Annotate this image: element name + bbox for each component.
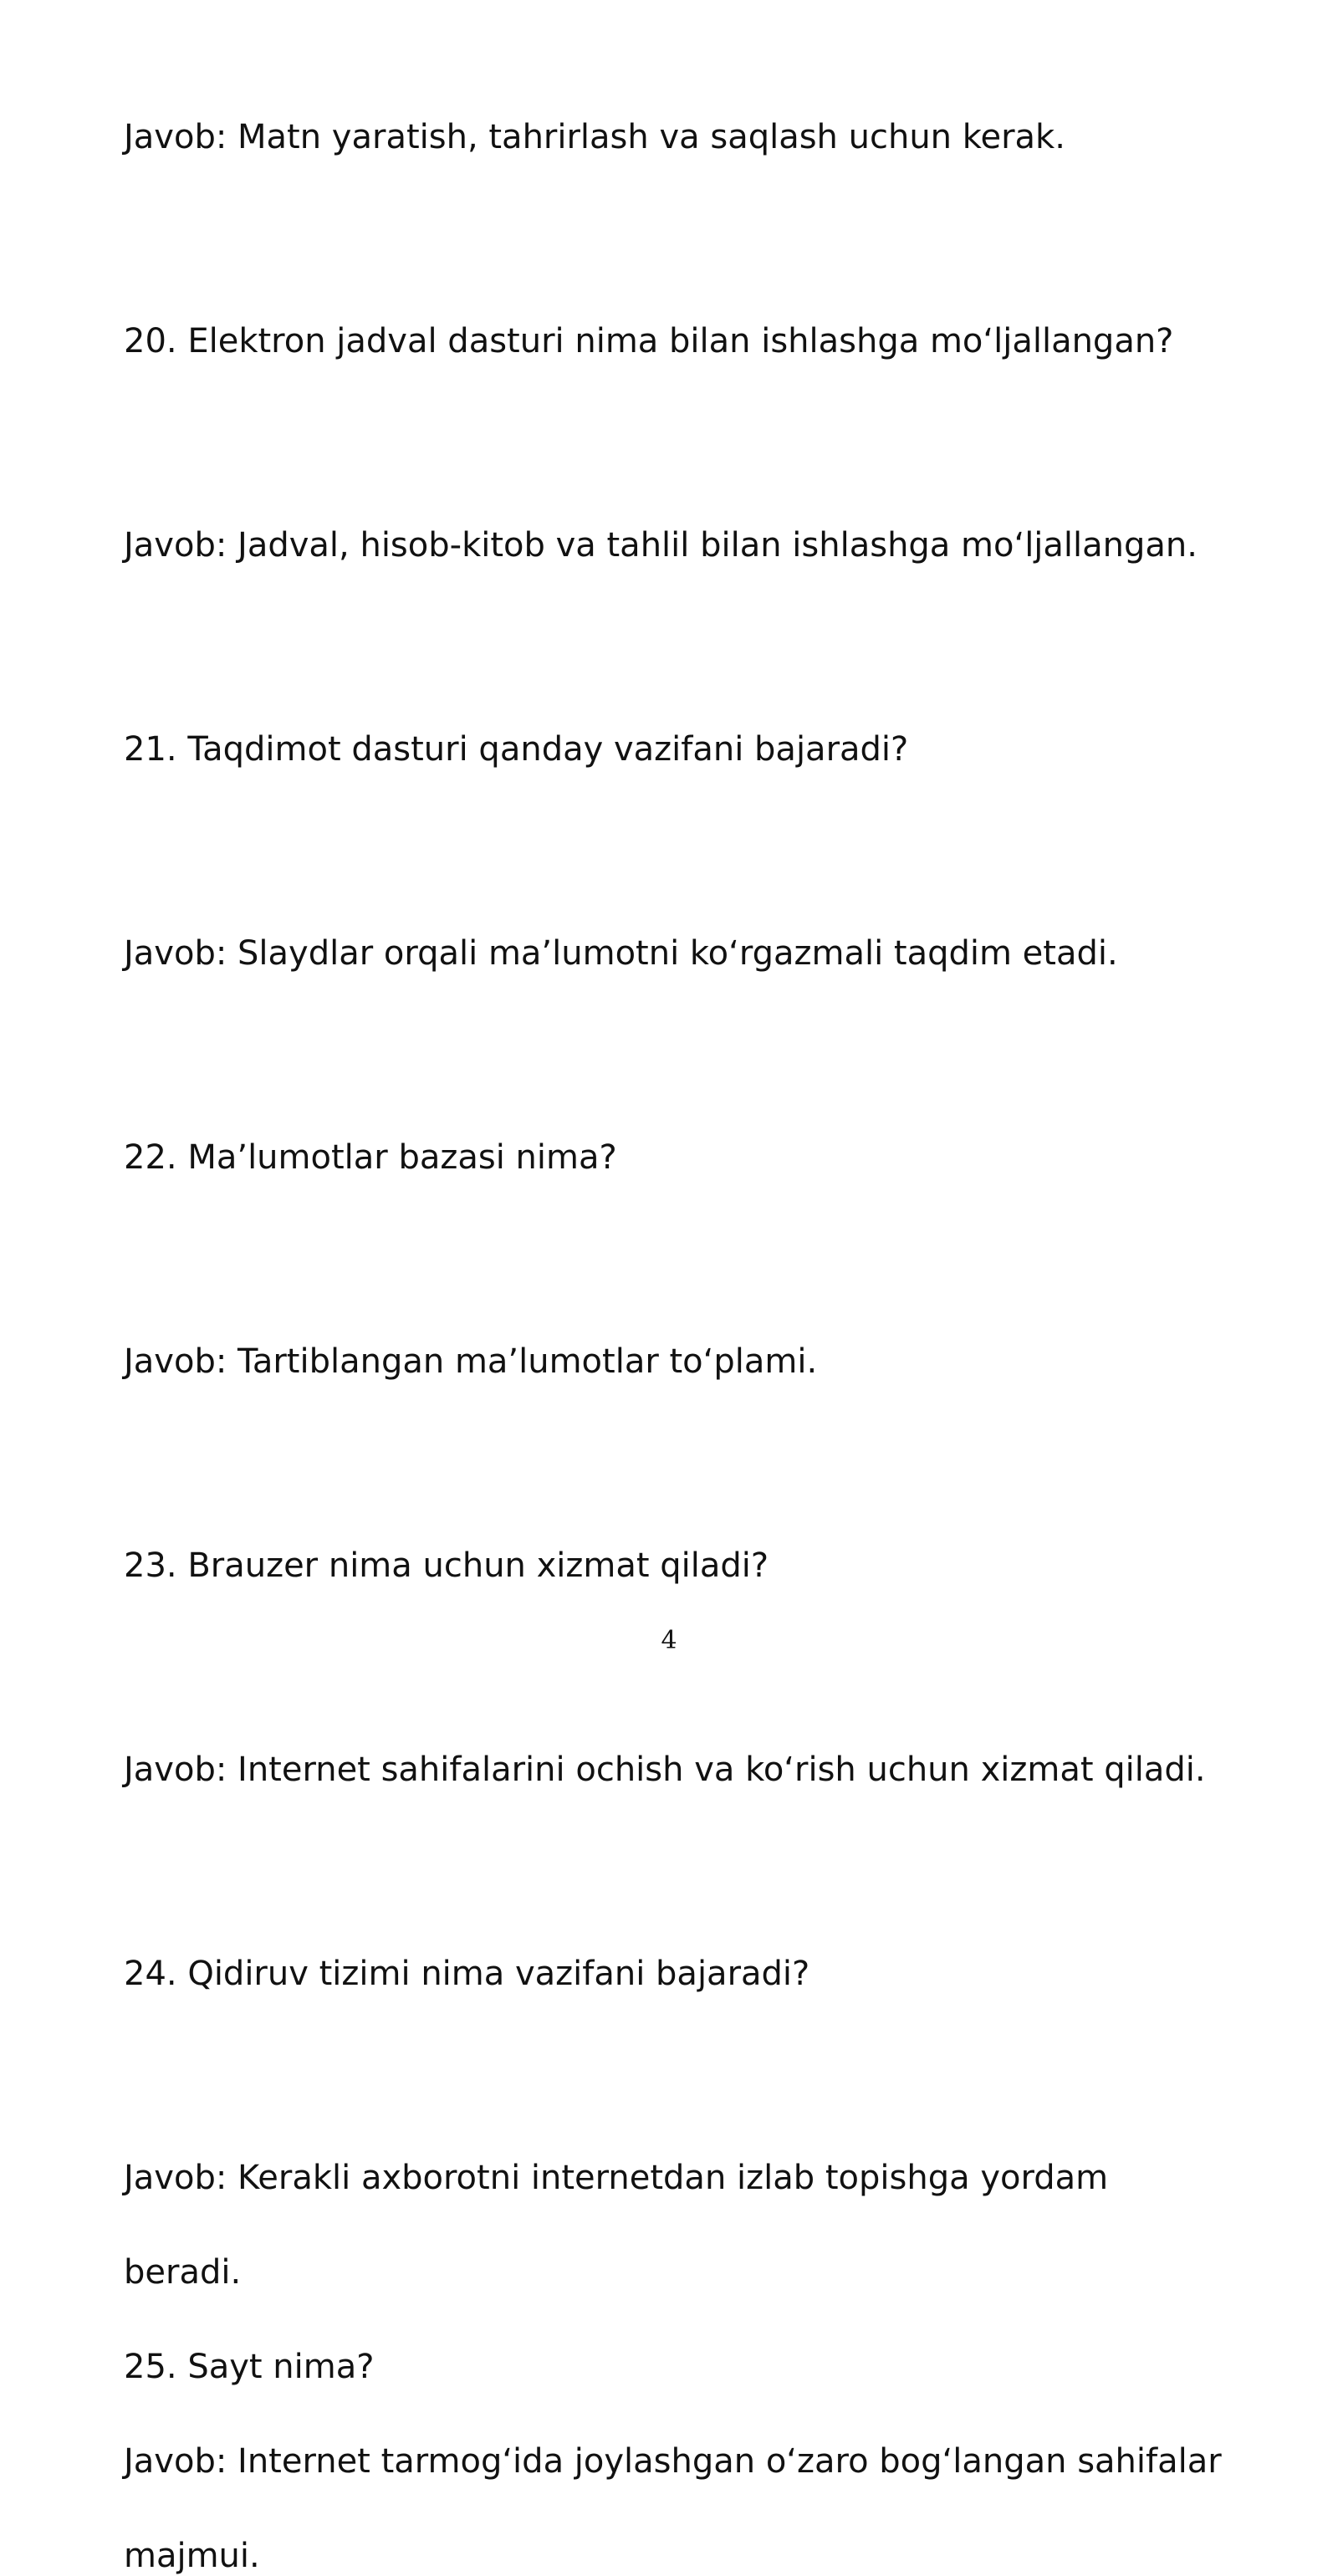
answer-19: Javob: Matn yaratish, tahrirlash va saqlash uchun kerak. — [124, 118, 1065, 156]
answer-22: Javob: Tartiblangan ma’lumotlar to‘plami. — [124, 1342, 818, 1381]
question-20: 20. Elektron jadval dasturi nima bilan ishlashga mo‘ljallangan? — [124, 322, 1174, 360]
answer-25-line-1: Javob: Internet tarmog‘ida joylashgan o‘zaro bog‘langan sahifalar — [124, 2442, 1222, 2481]
document-body — [124, 117, 1228, 2576]
answer-24 — [124, 2158, 1228, 2292]
question-21: 21. Taqdimot dasturi qanday vazifani bajaradi? — [124, 730, 909, 769]
question-24: 24. Qidiruv tizimi nima vazifani bajaradi? — [124, 1955, 810, 1993]
question-23: 23. Brauzer nima uchun xizmat qiladi? — [124, 1546, 769, 1585]
answer-20: Javob: Jadval, hisob-kitob va tahlil bilan ishlashga mo‘ljallangan. — [124, 526, 1198, 565]
question-25: 25. Sayt nima? — [124, 2348, 375, 2386]
answer-21: Javob: Slaydlar orqali ma’lumotni ko‘rgazmali taqdim etadi. — [124, 934, 1118, 973]
page-number: 4 — [661, 1626, 677, 1655]
question-22: 22. Ma’lumotlar bazasi nima? — [124, 1138, 617, 1177]
answer-23: Javob: Internet sahifalarini ochish va ko‘rish uchun xizmat qiladi. — [124, 1751, 1206, 1789]
answer-24-line-1: Javob: Kerakli axborotni internetdan izlab topishga yordam — [124, 2159, 1109, 2197]
answer-25-line-2: majmui. — [124, 2537, 260, 2575]
answer-24-line-2: beradi. — [124, 2253, 242, 2292]
answer-25 — [124, 2441, 1228, 2576]
